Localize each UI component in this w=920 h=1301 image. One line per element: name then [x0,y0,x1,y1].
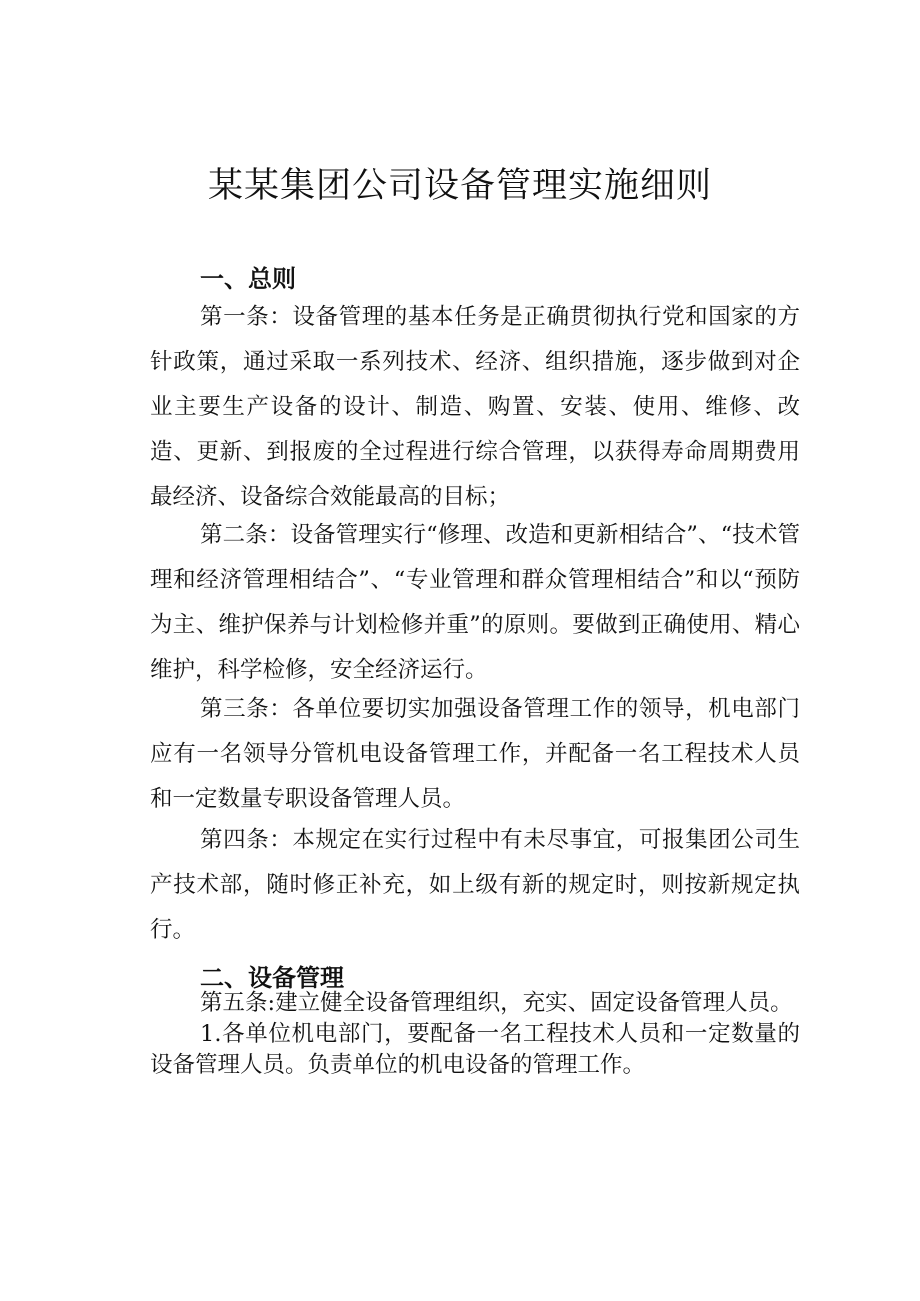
article-2-paragraph: 第二条：设备管理实行“修理、改造和更新相结合”、“技术管理和经济管理相结合”、“专业管理和群众管理相结合”和以“预防为主、维护保养与计划检修并重”的原则。要做到正确使用、精心维护，科学检修，安全经济运行。 [150,522,800,683]
article-4-paragraph: 第四条：本规定在实行过程中有未尽事宜，可报集团公司生产技术部，随时修正补充，如上级有新的规定时，则按新规定执行。 [150,827,800,943]
item-1-paragraph: 1.各单位机电部门，要配备一名工程技术人员和一定数量的设备管理人员。负责单位的机电设备的管理工作。 [150,1021,800,1078]
section-heading-general: 一、总则 [200,265,296,293]
article-5-paragraph: 第五条:建立健全设备管理组织，充实、固定设备管理人员。 [200,990,793,1016]
article-3-paragraph: 第三条：各单位要切实加强设备管理工作的领导，机电部门应有一名领导分管机电设备管理工作，并配备一名工程技术人员和一定数量专职设备管理人员。 [150,696,800,812]
article-1-paragraph: 第一条：设备管理的基本任务是正确贯彻执行党和国家的方针政策，通过采取一系列技术、经济、组织措施，逐步做到对企业主要生产设备的设计、制造、购置、安装、使用、维修、改造、更新、到报废的全过程进行综合管理，以获得寿命周期费用最经济、设备综合效能最高的目标； [150,304,800,510]
document-title: 某某集团公司设备管理实施细则 [207,166,712,206]
section-heading-equipment-management: 二、设备管理 [200,964,344,992]
